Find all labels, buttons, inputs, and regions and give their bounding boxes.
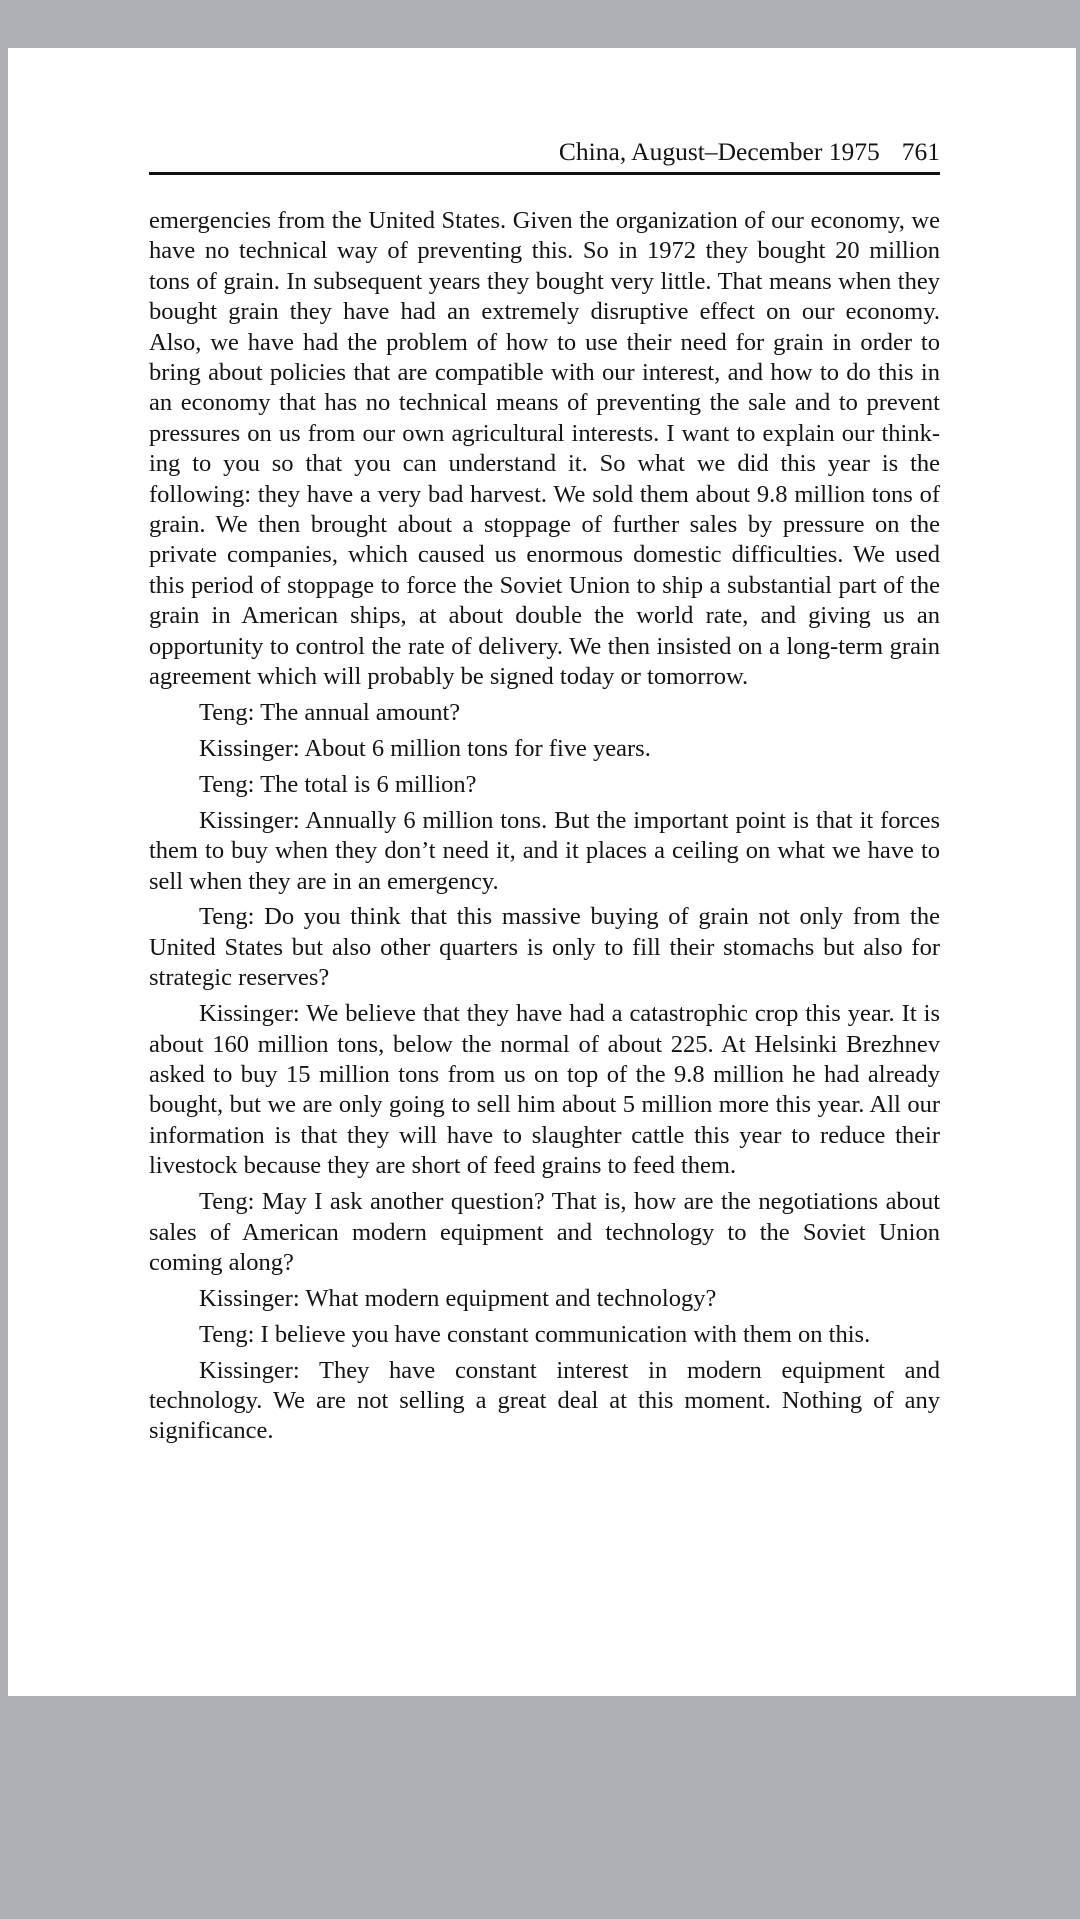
- page-number: 761: [901, 137, 940, 166]
- paragraph: Teng: May I ask another question? That is, how are the negotiations about sales of American modern equipment and technology to the Soviet Union coming along?: [149, 1188, 940, 1276]
- body-text: [149, 206, 940, 1452]
- document-page: [8, 48, 1076, 1696]
- paragraph: Kissinger: We believe that they have had a catastrophic crop this year. It is about 160 million tons, below the normal of about 225. At Helsinki Brezhnev asked to buy 15 million tons from us on top of the 9.8 million he had already bought, but we are only going to sell him about 5 million more this year. All our information is that they will have to slaughter cattle this year to reduce their livestock because they are short of feed grains to feed them.: [149, 1000, 940, 1180]
- paragraph: Kissinger: What modern equipment and technology?: [199, 1284, 717, 1312]
- paragraph: Kissinger: They have constant interest in modern equipment and technology. We are not selling a great deal at this moment. Nothing of any significance.: [149, 1356, 940, 1445]
- running-head: [149, 132, 940, 175]
- paragraph: Kissinger: About 6 million tons for five years.: [199, 734, 651, 762]
- paragraph: emergencies from the United States. Given the organization of our economy, we have no technical way of preventing this. So in 1972 they bought 20 million tons of grain. In subsequent years they bought very little. That means when they bought grain they have had an extremely disruptive effect on our economy. Also, we have had the problem of how to use their need for grain in order to bring about policies that are compatible with our interest, and how to do this in an economy that has no technical means of preventing the sale and to prevent pressures on us from our own agricultural interests. I want to explain our thinking to you so that you can understand it. So what we did this year is the following: they have a very bad harvest. We sold them about 9.8 million tons of grain. We then brought about a stoppage of further sales by pressure on the private companies, which caused us enormous domestic difficulties. We used this period of stoppage to force the Soviet Union to ship a substantial part of the grain in American ships, at about double the world rate, and giving us an opportunity to control the rate of delivery. We then insisted on a long-term grain agreement which will probably be signed today or tomorrow.: [149, 207, 940, 691]
- paragraph: Teng: I believe you have constant communication with them on this.: [199, 1320, 871, 1348]
- paragraph: Teng: The total is 6 million?: [199, 770, 477, 798]
- paragraph: Teng: The annual amount?: [199, 699, 461, 726]
- paragraph: Kissinger: Annually 6 million tons. But the important point is that it forces them to buy when they don’t need it, and it places a ceiling on what we have to sell when they are in an emergency.: [149, 806, 940, 895]
- running-title: China, August–December 1975: [558, 137, 880, 166]
- paragraph: Teng: Do you think that this massive buying of grain not only from the United States but also other quarters is only to fill their stomachs but also for strategic reserves?: [149, 903, 940, 992]
